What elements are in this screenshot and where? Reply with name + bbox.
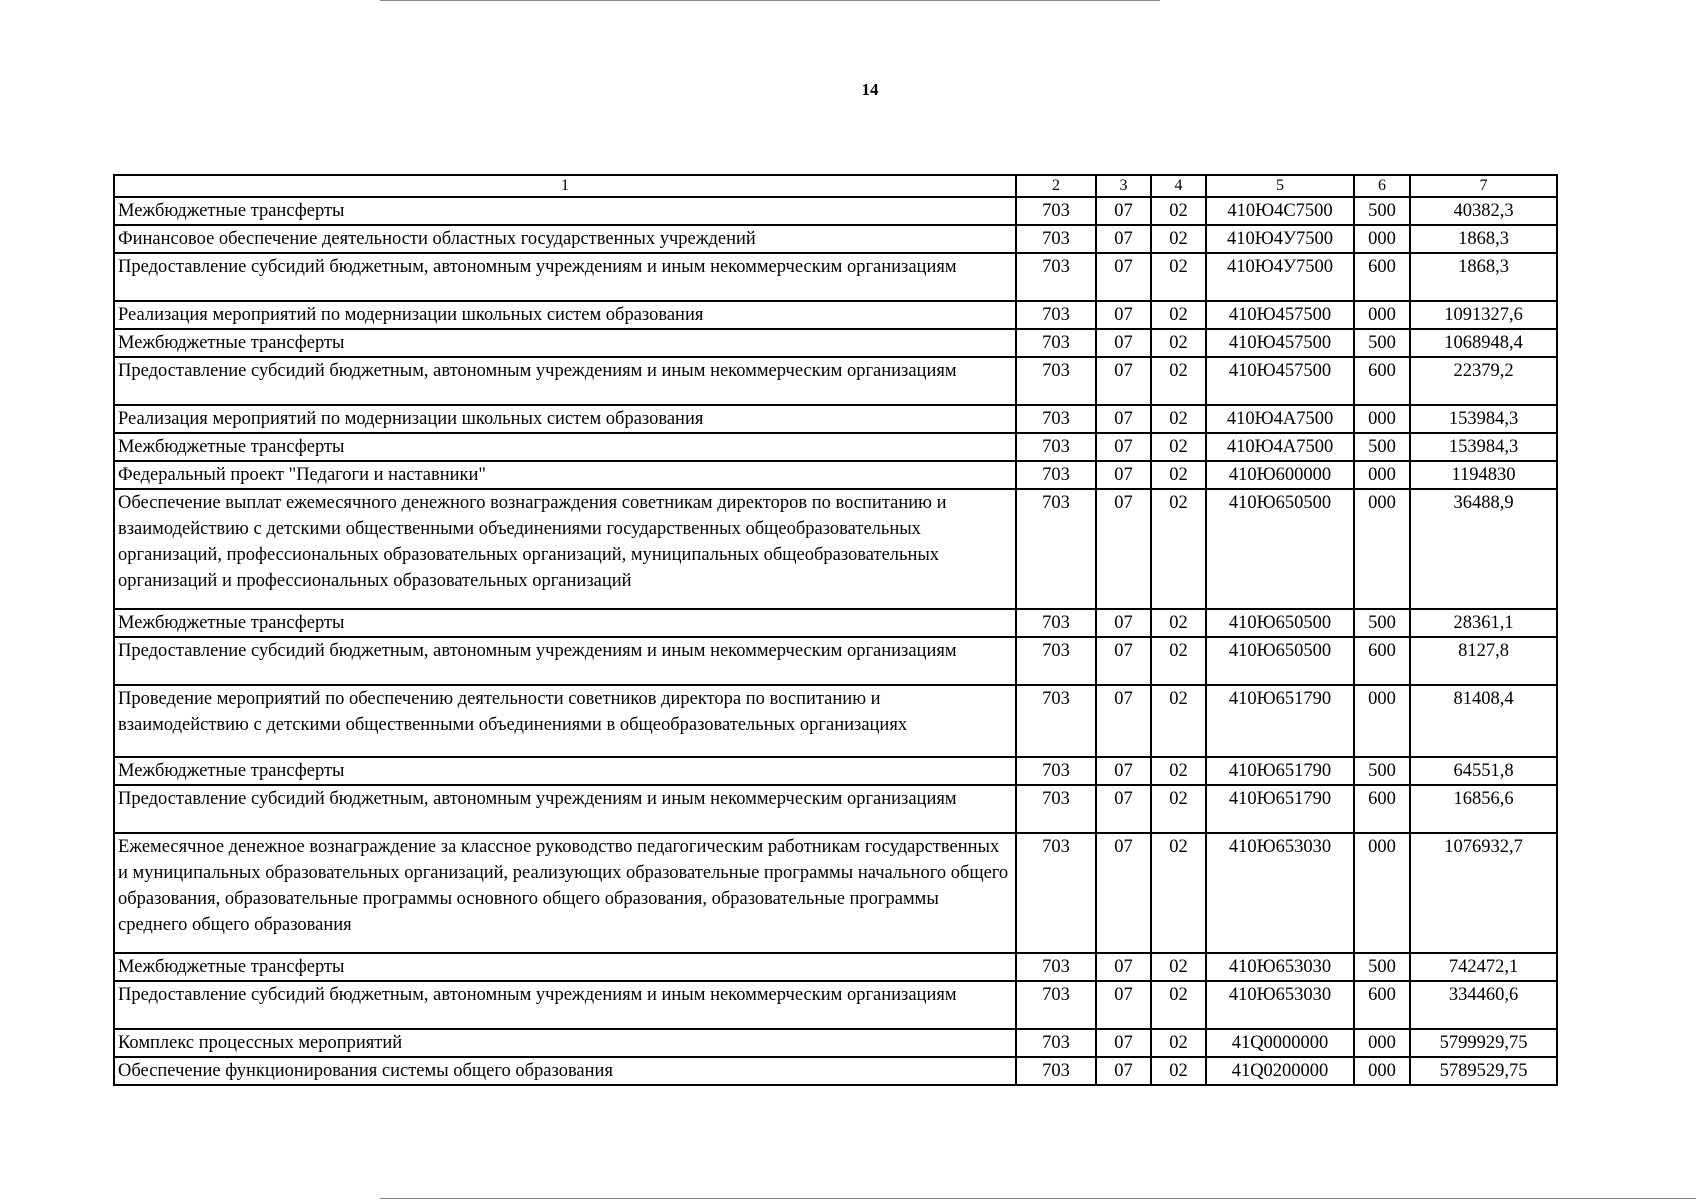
table-row — [114, 785, 1557, 833]
row-name: Федеральный проект "Педагоги и наставники" — [114, 461, 1016, 489]
cell-section: 07 — [1096, 461, 1151, 489]
cell-section: 07 — [1096, 609, 1151, 637]
cell-target-article: 410Ю650500 — [1206, 637, 1354, 685]
cell-target-article: 410Ю651790 — [1206, 757, 1354, 785]
cell-section: 07 — [1096, 301, 1151, 329]
scan-edge-line-bottom — [380, 1198, 1696, 1199]
header-col-1: 1 — [114, 175, 1016, 197]
cell-amount: 81408,4 — [1410, 685, 1557, 757]
cell-expense-type: 000 — [1354, 685, 1410, 757]
cell-expense-type: 500 — [1354, 757, 1410, 785]
row-name: Обеспечение выплат ежемесячного денежного вознаграждения советникам директоров по воспитанию и взаимодействию с детскими общественными объединениями государственных общеобразовательных организаций, профессиональных образовательных организаций, муниципальных общеобразовательных организаций и профессиональных образовательных организаций — [114, 489, 1016, 609]
row-name: Межбюджетные трансферты — [114, 757, 1016, 785]
cell-amount: 64551,8 — [1410, 757, 1557, 785]
header-col-4: 4 — [1151, 175, 1206, 197]
cell-target-article: 410Ю4С7500 — [1206, 197, 1354, 225]
table-row — [114, 253, 1557, 301]
cell-grbs: 703 — [1016, 785, 1096, 833]
cell-target-article: 410Ю4А7500 — [1206, 405, 1354, 433]
cell-section: 07 — [1096, 253, 1151, 301]
cell-target-article: 410Ю4У7500 — [1206, 225, 1354, 253]
cell-target-article: 410Ю650500 — [1206, 609, 1354, 637]
cell-expense-type: 500 — [1354, 609, 1410, 637]
cell-section: 07 — [1096, 637, 1151, 685]
table-row — [114, 1029, 1557, 1057]
cell-section: 07 — [1096, 1029, 1151, 1057]
cell-expense-type: 000 — [1354, 405, 1410, 433]
cell-expense-type: 600 — [1354, 253, 1410, 301]
cell-grbs: 703 — [1016, 757, 1096, 785]
cell-amount: 1868,3 — [1410, 225, 1557, 253]
cell-subsection: 02 — [1151, 197, 1206, 225]
cell-subsection: 02 — [1151, 757, 1206, 785]
cell-grbs: 703 — [1016, 253, 1096, 301]
table-row — [114, 685, 1557, 757]
cell-grbs: 703 — [1016, 489, 1096, 609]
cell-amount: 22379,2 — [1410, 357, 1557, 405]
cell-grbs: 703 — [1016, 637, 1096, 685]
cell-grbs: 703 — [1016, 981, 1096, 1029]
cell-grbs: 703 — [1016, 225, 1096, 253]
cell-amount: 1076932,7 — [1410, 833, 1557, 953]
row-name: Предоставление субсидий бюджетным, автономным учреждениям и иным некоммерческим организациям — [114, 357, 1016, 405]
row-name: Предоставление субсидий бюджетным, автономным учреждениям и иным некоммерческим организациям — [114, 253, 1016, 301]
cell-section: 07 — [1096, 489, 1151, 609]
cell-section: 07 — [1096, 225, 1151, 253]
cell-expense-type: 500 — [1354, 433, 1410, 461]
cell-amount: 40382,3 — [1410, 197, 1557, 225]
cell-amount: 8127,8 — [1410, 637, 1557, 685]
cell-subsection: 02 — [1151, 405, 1206, 433]
table-row — [114, 757, 1557, 785]
table-row — [114, 489, 1557, 609]
header-col-5: 5 — [1206, 175, 1354, 197]
cell-expense-type: 600 — [1354, 637, 1410, 685]
cell-expense-type: 500 — [1354, 953, 1410, 981]
header-col-2: 2 — [1016, 175, 1096, 197]
cell-target-article: 410Ю653030 — [1206, 953, 1354, 981]
cell-amount: 16856,6 — [1410, 785, 1557, 833]
cell-expense-type: 000 — [1354, 489, 1410, 609]
cell-amount: 1868,3 — [1410, 253, 1557, 301]
cell-grbs: 703 — [1016, 685, 1096, 757]
cell-target-article: 410Ю4У7500 — [1206, 253, 1354, 301]
cell-section: 07 — [1096, 685, 1151, 757]
cell-subsection: 02 — [1151, 637, 1206, 685]
cell-expense-type: 600 — [1354, 981, 1410, 1029]
row-name: Межбюджетные трансферты — [114, 609, 1016, 637]
cell-expense-type: 500 — [1354, 329, 1410, 357]
table-row — [114, 405, 1557, 433]
row-name: Предоставление субсидий бюджетным, автономным учреждениям и иным некоммерческим организациям — [114, 785, 1016, 833]
cell-grbs: 703 — [1016, 609, 1096, 637]
table-row — [114, 433, 1557, 461]
cell-subsection: 02 — [1151, 461, 1206, 489]
cell-expense-type: 000 — [1354, 1057, 1410, 1085]
cell-expense-type: 600 — [1354, 357, 1410, 405]
cell-subsection: 02 — [1151, 609, 1206, 637]
cell-target-article: 410Ю651790 — [1206, 785, 1354, 833]
cell-amount: 36488,9 — [1410, 489, 1557, 609]
cell-subsection: 02 — [1151, 433, 1206, 461]
table-row — [114, 225, 1557, 253]
table-header-row — [114, 175, 1557, 197]
header-col-6: 6 — [1354, 175, 1410, 197]
cell-grbs: 703 — [1016, 953, 1096, 981]
cell-section: 07 — [1096, 357, 1151, 405]
row-name: Обеспечение функционирования системы общего образования — [114, 1057, 1016, 1085]
row-name: Межбюджетные трансферты — [114, 329, 1016, 357]
cell-section: 07 — [1096, 197, 1151, 225]
cell-subsection: 02 — [1151, 785, 1206, 833]
cell-target-article: 410Ю457500 — [1206, 301, 1354, 329]
cell-section: 07 — [1096, 433, 1151, 461]
cell-section: 07 — [1096, 833, 1151, 953]
cell-section: 07 — [1096, 953, 1151, 981]
table-row — [114, 1057, 1557, 1085]
cell-expense-type: 000 — [1354, 301, 1410, 329]
cell-amount: 1068948,4 — [1410, 329, 1557, 357]
cell-grbs: 703 — [1016, 1057, 1096, 1085]
cell-section: 07 — [1096, 981, 1151, 1029]
table-body — [114, 197, 1557, 1085]
cell-subsection: 02 — [1151, 1057, 1206, 1085]
cell-target-article: 410Ю653030 — [1206, 981, 1354, 1029]
row-name: Межбюджетные трансферты — [114, 953, 1016, 981]
budget-table — [113, 174, 1558, 1086]
cell-target-article: 410Ю4А7500 — [1206, 433, 1354, 461]
cell-grbs: 703 — [1016, 329, 1096, 357]
header-col-3: 3 — [1096, 175, 1151, 197]
cell-grbs: 703 — [1016, 461, 1096, 489]
cell-target-article: 41Q0000000 — [1206, 1029, 1354, 1057]
cell-expense-type: 000 — [1354, 833, 1410, 953]
table-row — [114, 329, 1557, 357]
row-name: Финансовое обеспечение деятельности областных государственных учреждений — [114, 225, 1016, 253]
cell-subsection: 02 — [1151, 981, 1206, 1029]
cell-expense-type: 000 — [1354, 461, 1410, 489]
cell-amount: 742472,1 — [1410, 953, 1557, 981]
row-name: Комплекс процессных мероприятий — [114, 1029, 1016, 1057]
cell-target-article: 410Ю457500 — [1206, 329, 1354, 357]
cell-section: 07 — [1096, 757, 1151, 785]
table-row — [114, 953, 1557, 981]
cell-grbs: 703 — [1016, 1029, 1096, 1057]
row-name: Предоставление субсидий бюджетным, автономным учреждениям и иным некоммерческим организациям — [114, 981, 1016, 1029]
cell-expense-type: 000 — [1354, 1029, 1410, 1057]
cell-subsection: 02 — [1151, 225, 1206, 253]
cell-target-article: 410Ю600000 — [1206, 461, 1354, 489]
row-name: Межбюджетные трансферты — [114, 433, 1016, 461]
cell-subsection: 02 — [1151, 329, 1206, 357]
cell-target-article: 410Ю651790 — [1206, 685, 1354, 757]
cell-amount: 1091327,6 — [1410, 301, 1557, 329]
cell-subsection: 02 — [1151, 253, 1206, 301]
cell-target-article: 41Q0200000 — [1206, 1057, 1354, 1085]
row-name: Ежемесячное денежное вознаграждение за классное руководство педагогическим работникам государственных и муниципальных образовательных организаций, реализующих образовательные программы начального общего образования, образовательные программы основного общего образования, образовательные программы среднего общего образования — [114, 833, 1016, 953]
cell-amount: 153984,3 — [1410, 405, 1557, 433]
cell-subsection: 02 — [1151, 301, 1206, 329]
cell-amount: 1194830 — [1410, 461, 1557, 489]
cell-grbs: 703 — [1016, 433, 1096, 461]
cell-section: 07 — [1096, 329, 1151, 357]
table-row — [114, 609, 1557, 637]
cell-grbs: 703 — [1016, 197, 1096, 225]
table-row — [114, 461, 1557, 489]
cell-grbs: 703 — [1016, 301, 1096, 329]
cell-subsection: 02 — [1151, 833, 1206, 953]
row-name: Межбюджетные трансферты — [114, 197, 1016, 225]
table-row — [114, 833, 1557, 953]
cell-target-article: 410Ю650500 — [1206, 489, 1354, 609]
page-number: 14 — [861, 80, 879, 99]
cell-expense-type: 500 — [1354, 197, 1410, 225]
cell-grbs: 703 — [1016, 833, 1096, 953]
table-row — [114, 637, 1557, 685]
cell-target-article: 410Ю653030 — [1206, 833, 1354, 953]
table-row — [114, 981, 1557, 1029]
scan-edge-line-top — [380, 0, 1160, 1]
cell-amount: 334460,6 — [1410, 981, 1557, 1029]
cell-subsection: 02 — [1151, 685, 1206, 757]
table-row — [114, 197, 1557, 225]
cell-target-article: 410Ю457500 — [1206, 357, 1354, 405]
row-name: Реализация мероприятий по модернизации школьных систем образования — [114, 405, 1016, 433]
cell-grbs: 703 — [1016, 357, 1096, 405]
cell-section: 07 — [1096, 785, 1151, 833]
header-col-7: 7 — [1410, 175, 1557, 197]
cell-expense-type: 000 — [1354, 225, 1410, 253]
cell-subsection: 02 — [1151, 1029, 1206, 1057]
cell-subsection: 02 — [1151, 953, 1206, 981]
cell-subsection: 02 — [1151, 357, 1206, 405]
row-name: Предоставление субсидий бюджетным, автономным учреждениям и иным некоммерческим организациям — [114, 637, 1016, 685]
row-name: Реализация мероприятий по модернизации школьных систем образования — [114, 301, 1016, 329]
table-row — [114, 357, 1557, 405]
cell-amount: 28361,1 — [1410, 609, 1557, 637]
cell-section: 07 — [1096, 405, 1151, 433]
cell-amount: 5799929,75 — [1410, 1029, 1557, 1057]
cell-amount: 153984,3 — [1410, 433, 1557, 461]
table-row — [114, 301, 1557, 329]
cell-subsection: 02 — [1151, 489, 1206, 609]
cell-expense-type: 600 — [1354, 785, 1410, 833]
cell-amount: 5789529,75 — [1410, 1057, 1557, 1085]
cell-section: 07 — [1096, 1057, 1151, 1085]
cell-grbs: 703 — [1016, 405, 1096, 433]
row-name: Проведение мероприятий по обеспечению деятельности советников директора по воспитанию и взаимодействию с детскими общественными объединениями в общеобразовательных организациях — [114, 685, 1016, 757]
